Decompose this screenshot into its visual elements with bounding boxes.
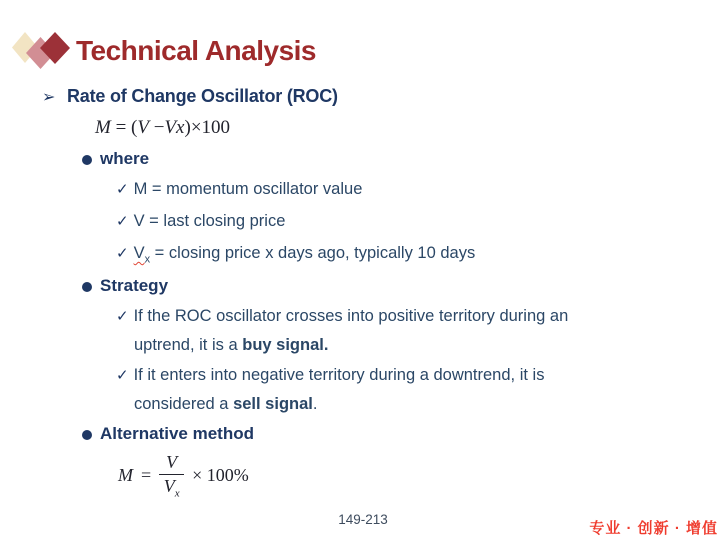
alternative-method-label: Alternative method [100, 424, 254, 443]
list-item-v [116, 212, 285, 231]
list-item-m [116, 180, 362, 199]
page-title: Technical Analysis [76, 35, 316, 66]
bullet-icon [82, 282, 92, 292]
sell-signal-emphasis: sell signal [233, 395, 313, 413]
strategy-item-sell-line2 [134, 395, 317, 414]
strategy-text: . [312, 395, 318, 413]
formula-var-v: V [137, 117, 149, 138]
strategy-item-sell-line1 [116, 366, 544, 385]
formula-var-vx: Vx [164, 117, 185, 138]
bullet-icon [82, 155, 92, 165]
term: V [133, 212, 145, 230]
buy-signal-emphasis: buy signal. [242, 336, 329, 354]
arrow-bullet-icon: ➢ [42, 89, 56, 106]
where-label: where [100, 149, 150, 168]
strategy-item-buy-line2 [134, 336, 328, 355]
strategy-text: considered a [134, 395, 234, 413]
subscript-x: x [174, 487, 180, 500]
formula-times: ×100 [190, 117, 231, 138]
page-number: 149-213 [338, 512, 388, 527]
definition: = closing price x days ago, typically 10 days [150, 244, 476, 262]
fraction [159, 452, 184, 500]
formula-eq: = ( [110, 117, 138, 138]
definition: = last closing price [144, 212, 286, 230]
checkmark-icon: ✓ [116, 367, 129, 384]
formula-close: ) [184, 117, 191, 138]
formula-var-m: M [95, 117, 111, 138]
subscript-x: x [144, 253, 151, 266]
fraction-denominator: $V_x$ [163, 475, 180, 500]
term-with-subscript: $V_x$ [133, 244, 151, 266]
strategy-text: If the ROC oscillator crosses into positive territory during an [133, 307, 569, 325]
strategy-text: uptrend, it is a [134, 336, 243, 354]
heading-roc [42, 86, 338, 107]
checkmark-icon: ✓ [116, 245, 129, 262]
diamonds-logo-icon [12, 31, 72, 73]
bullet-icon [82, 430, 92, 440]
checkmark-icon: ✓ [116, 213, 129, 230]
checkmark-icon: ✓ [116, 308, 129, 325]
formula-alternative [118, 452, 249, 500]
term: M [133, 180, 148, 198]
heading-label: Rate of Change Oscillator (ROC) [67, 86, 338, 106]
formula-times-percent: × 100% [192, 465, 249, 486]
formula-minus: − [148, 117, 165, 138]
strategy-text: If it enters into negative territory during a downtrend, it is [133, 366, 545, 384]
checkmark-icon: ✓ [116, 181, 129, 198]
formula-roc [95, 117, 230, 139]
strategy-label: Strategy [100, 276, 169, 295]
strategy-item-buy-line1 [116, 307, 568, 326]
footer-slogan: 专业 · 创新 · 增值 [589, 520, 718, 537]
definition: = momentum oscillator value [147, 180, 363, 198]
formula-var-m: M [118, 465, 133, 486]
fraction-numerator: V [159, 452, 184, 475]
list-item-vx [116, 244, 475, 265]
formula-eq: = [141, 465, 152, 486]
